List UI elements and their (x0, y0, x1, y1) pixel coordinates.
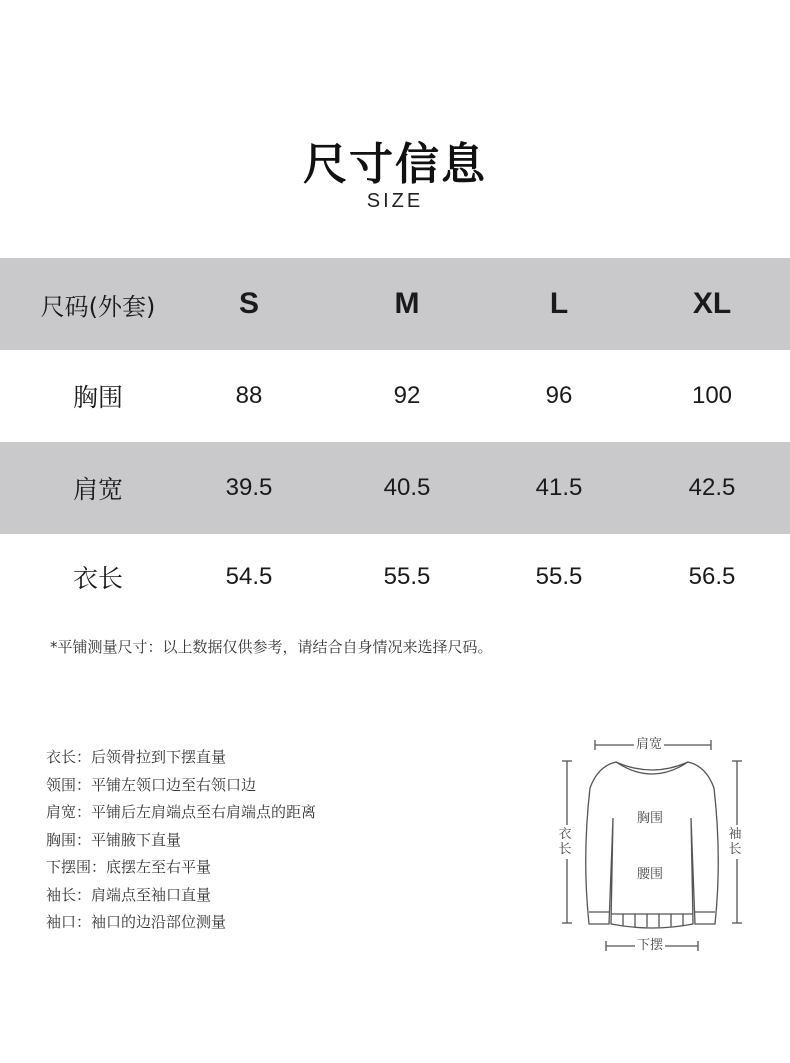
diagram-hem-label: 下摆 (637, 938, 664, 953)
table-cell: 100 (691, 382, 733, 409)
row-label: 衣长 (72, 564, 123, 593)
table-cell: 55.5 (535, 563, 583, 590)
definition-item: 袖口：袖口的边沿部位测量 (46, 913, 227, 931)
size-header: S (238, 287, 259, 320)
table-row (0, 442, 790, 534)
definition-item: 胸围：平铺腋下直量 (46, 830, 182, 849)
table-cell: 42.5 (688, 474, 736, 501)
table-cell: 56.5 (688, 563, 736, 590)
table-cell: 92 (393, 382, 421, 409)
definition-item: 领围：平铺左领口边至右领口边 (46, 775, 257, 794)
diagram-waist-label: 腰围 (637, 867, 664, 882)
row-label: 胸围 (72, 383, 123, 412)
diagram-chest-label: 胸围 (637, 811, 664, 826)
table-cell: 54.5 (225, 563, 273, 590)
size-header: XL (692, 287, 732, 320)
size-table (0, 258, 790, 620)
table-header-row (0, 258, 790, 350)
table-cell: 88 (235, 382, 263, 409)
table-cell: 55.5 (383, 563, 431, 590)
table-cell: 40.5 (383, 474, 431, 501)
header-label: 尺码(外套) (40, 292, 156, 321)
page-subtitle: SIZE (366, 190, 424, 212)
definition-item: 袖长：肩端点至袖口直量 (46, 885, 212, 904)
definition-item: 下摆围：底摆左至右平量 (46, 858, 212, 876)
definition-item: 肩宽：平铺后左肩端点至右肩端点的距离 (46, 803, 317, 821)
definition-item: 衣长：后领骨拉到下摆直量 (46, 748, 227, 766)
diagram-length-label: 衣长 (558, 827, 572, 857)
measurement-definitions (46, 747, 316, 940)
table-row (0, 534, 790, 620)
diagram-sleeve-label: 袖长 (728, 827, 742, 857)
size-header: M (394, 287, 420, 320)
table-cell: 96 (545, 382, 573, 409)
table-cell: 41.5 (535, 474, 583, 501)
garment-diagram (548, 728, 760, 960)
table-row (0, 350, 790, 442)
table-cell: 39.5 (225, 474, 273, 501)
diagram-shoulder-label: 肩宽 (636, 737, 663, 752)
size-header: L (549, 287, 569, 320)
page-title: 尺寸信息 (303, 139, 487, 190)
row-label: 肩宽 (72, 475, 123, 504)
measurement-note: *平铺测量尺寸：以上数据仅供参考，请结合自身情况来选择尺码。 (50, 638, 493, 656)
